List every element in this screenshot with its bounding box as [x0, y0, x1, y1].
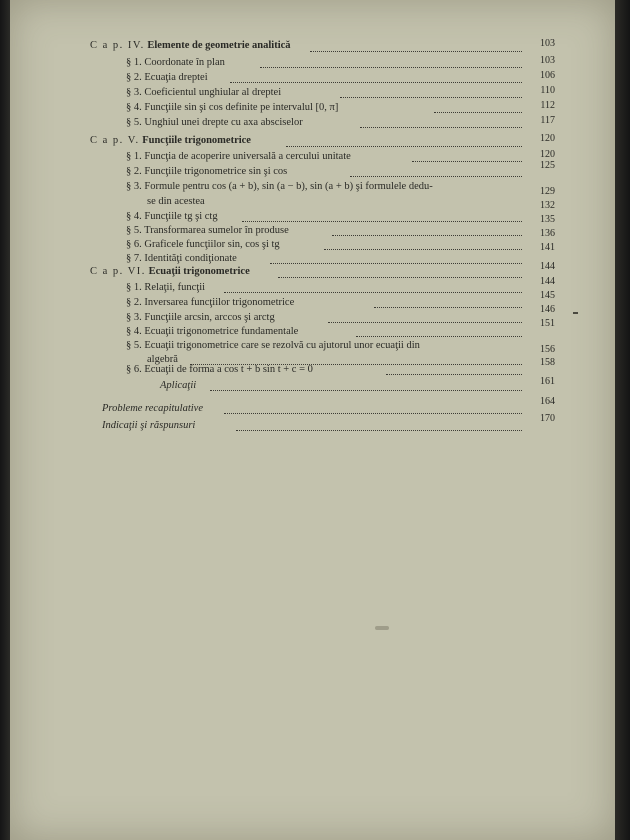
chapter-4-prefix: C a p. IV.	[90, 40, 145, 51]
leader-dots	[286, 146, 522, 147]
chapter-4-page: 103	[540, 38, 555, 49]
chapter-4-title: Elemente de geometrie analitică	[147, 40, 291, 51]
scan-border-right	[615, 0, 630, 840]
book-page: C a p. IV. Elemente de geometrie analitică 103 § 1. Coordonate în plan 103 § 2. Ecuaţia dreptei 106 § 3. Coeficientul unghiular al dreptei 110 § 4. Funcţiile sin şi cos definite pe intervalul [0, π] 112 § 5. Unghiul unei drepte cu axa absciselor 117 C a p. V. Funcţiile trigonometrice 120 § 1. Funcţia de acoperire universală a cercului unitate 120 § 2. Funcţiile trigonometrice sin şi cos 125 § 3. Formule pentru cos (a + b), sin (a − b), sin (a + b) şi formulele dedu- se din acestea 129 § 4. Funcţiile tg şi ctg 132 § 5. Transformarea sumelor în produse 135 § 6. Graficele funcţiilor sin, cos şi tg 136 § 7. Identităţi condiţionate 141 C a p. VI. Ecuaţii trigonometrice 144 § 1. Relaţii, funcţii 144 § 2. Inversarea funcţiilor trigonometrice 145 § 3. Funcţiile arcsin, arccos şi arctg 146 § 4. Ecuaţii trigonometrice fundamentale 151 § 5. Ecuaţii trigonometrice care se rezolvă cu ajutorul unor ecuaţii din algebră 156 § 6. Ecuaţii de forma a cos t + b sin t + c = 0 158 Aplicaţii 161 Probleme recapitulative 164 Indicaţii şi răspunsuri 170	[10, 0, 615, 840]
chapter-6-title: Ecuaţii trigonometrice	[148, 266, 250, 277]
chapter-5-prefix: C a p. V.	[90, 135, 140, 146]
chapter-5-page: 120	[540, 133, 555, 144]
pencil-mark	[573, 312, 578, 314]
leader-dots	[310, 51, 522, 52]
chapter-6-page: 144	[540, 261, 555, 272]
scan-border-left	[0, 0, 10, 840]
chapter-6-prefix: C a p. VI.	[90, 266, 146, 277]
chapter-5-title: Funcţiile trigonometrice	[142, 135, 251, 146]
leader-dots	[278, 277, 522, 278]
paper-smudge	[375, 626, 389, 630]
